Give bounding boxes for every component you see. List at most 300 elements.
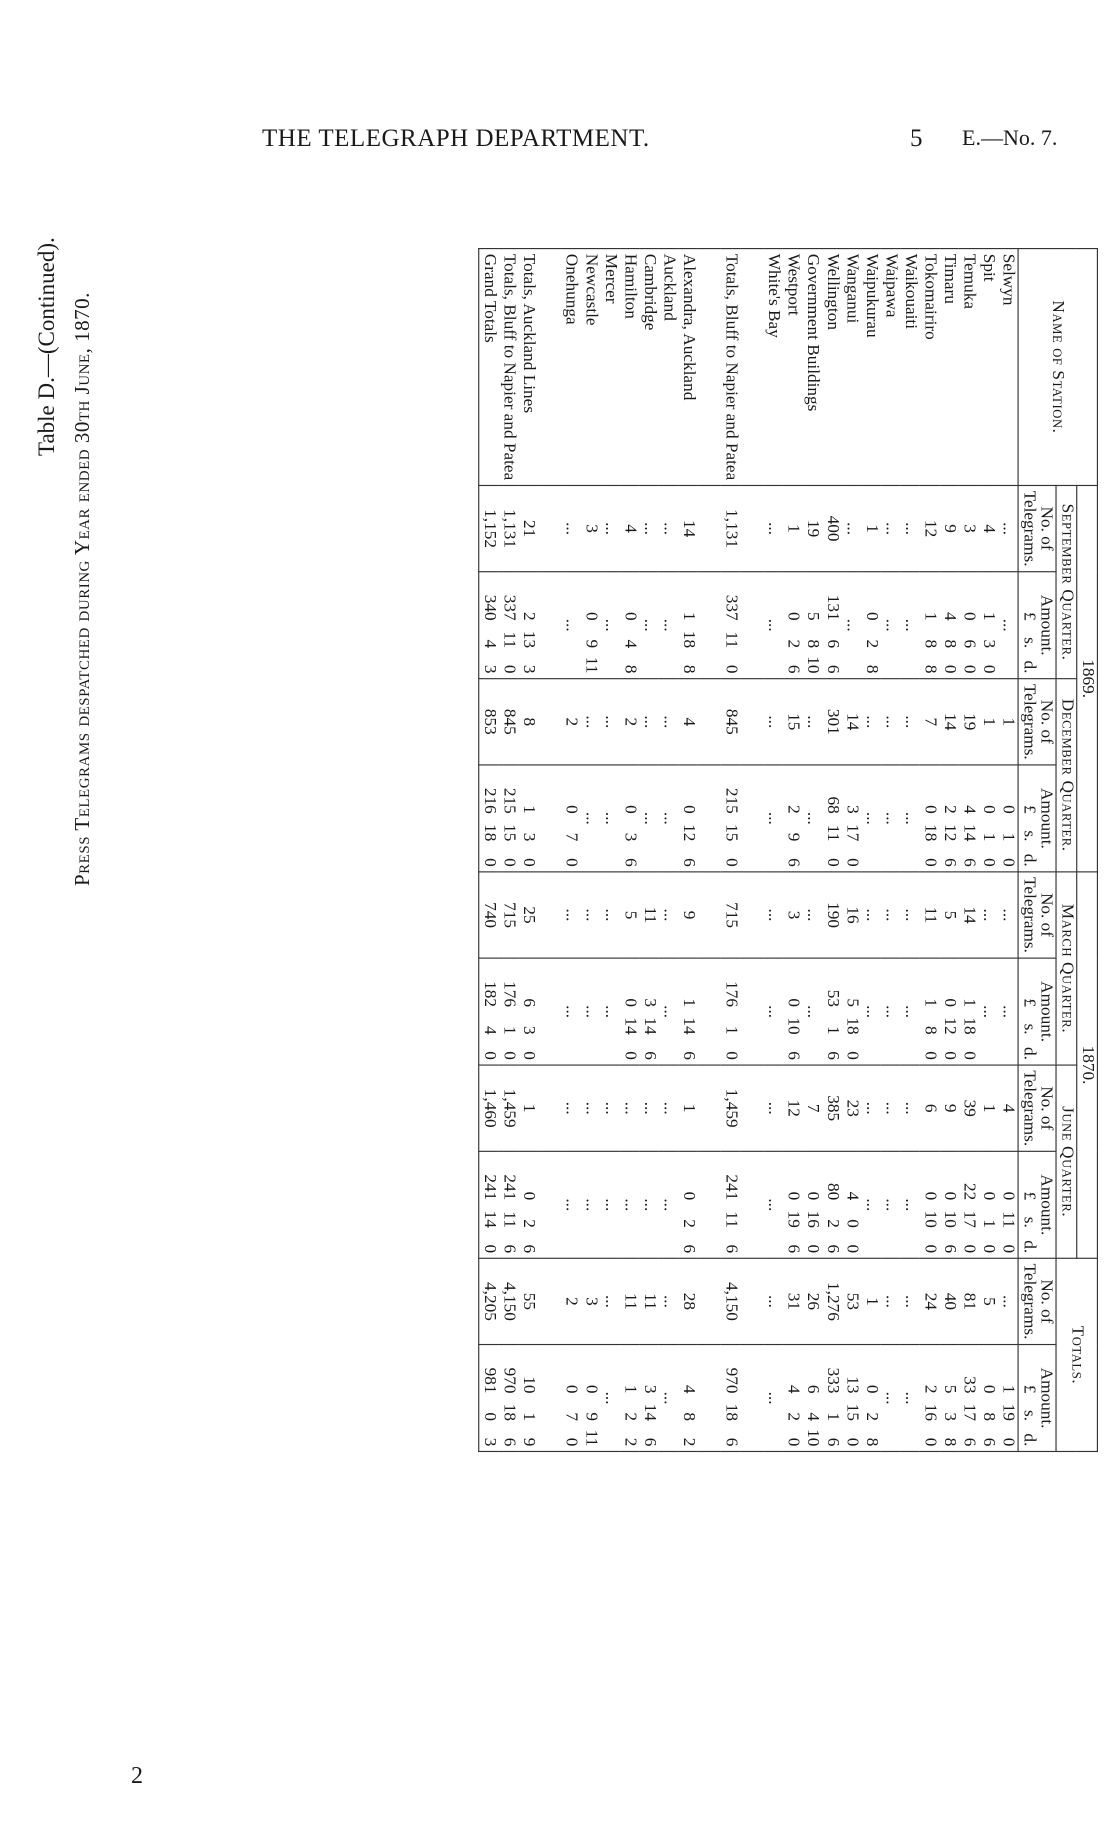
lsd-s: 17 [842, 824, 862, 842]
amount-cell [561, 1345, 581, 1452]
header-lsd-p: £ [1019, 1384, 1039, 1394]
lsd-p: 0 [679, 1191, 698, 1201]
lsd-d: 0 [842, 858, 862, 867]
lsd-value [679, 1157, 696, 1254]
lsd-s: 8 [940, 639, 959, 649]
lsd-p: 0 [979, 1191, 998, 1201]
lsd-s: 3 [620, 832, 640, 842]
amount-cell [518, 1345, 538, 1452]
count-cell: 4 [620, 485, 640, 571]
header-no-of-label: No. of [1037, 1086, 1056, 1131]
amount-cell [721, 958, 741, 1065]
count-cell: ... [842, 485, 862, 571]
count-cell: 301 [822, 679, 842, 765]
spacer-cell [538, 872, 561, 958]
lsd-value [480, 1157, 497, 1254]
count-cell: 1 [678, 1065, 698, 1151]
count-cell: 1 [978, 1065, 998, 1151]
count-cell: 1 [978, 679, 998, 765]
spacer-cell [538, 679, 561, 765]
spacer-cell [538, 572, 561, 679]
lsd-s: 2 [862, 1412, 881, 1422]
lsd-d: 6 [640, 1051, 659, 1060]
table-row [802, 249, 822, 1452]
amount-cell: ... [763, 1151, 783, 1258]
spacer-cell [538, 485, 561, 571]
count-cell: ... [998, 872, 1018, 958]
lsd-p: 241 [500, 1174, 519, 1201]
lsd-d: 6 [784, 1051, 803, 1060]
amount-cell [639, 1345, 659, 1452]
amount-cell [959, 572, 979, 679]
lsd-p: 131 [823, 594, 842, 621]
lsd-s: 13 [519, 630, 538, 649]
amount-cell [959, 958, 979, 1065]
lsd-d: 6 [784, 858, 803, 867]
amount-cell [842, 958, 862, 1065]
count-cell: 81 [959, 1258, 979, 1344]
table-row [822, 249, 842, 1452]
station-name: Onehunga [561, 249, 581, 486]
header-telegrams-label: Telegrams. [1019, 1070, 1039, 1147]
count-cell: ... [900, 1065, 920, 1151]
lsd-value [940, 577, 957, 674]
spacer-row [538, 249, 561, 1452]
spacer-cell [538, 958, 561, 1065]
header-lsd-d: d. [1019, 853, 1039, 867]
lsd-s: 18 [679, 630, 698, 649]
amount-cell: ... [802, 765, 822, 872]
header-lsd [1020, 577, 1037, 674]
lsd-value [843, 963, 860, 1060]
lsd-p: 241 [721, 1174, 741, 1201]
lsd-value [480, 770, 497, 867]
amount-cell [842, 1151, 862, 1258]
lsd-d: 0 [480, 858, 499, 867]
lsd-p: 970 [721, 1367, 741, 1394]
lsd-s: 18 [960, 1017, 979, 1035]
amount-cell: ... [639, 765, 659, 872]
count-cell: ... [998, 1258, 1018, 1344]
lsd-p: 0 [620, 611, 640, 621]
lsd-value [500, 577, 517, 674]
amount-cell [518, 958, 538, 1065]
lsd-value [843, 1350, 860, 1447]
count-cell: 24 [920, 1258, 940, 1344]
amount-cell: ... [900, 1345, 920, 1452]
count-cell: 28 [678, 1258, 698, 1344]
amount-cell: ... [881, 572, 901, 679]
count-cell: 21 [518, 485, 538, 571]
count-cell: 31 [783, 1258, 803, 1344]
count-cell: 6 [920, 1065, 940, 1151]
count-cell: ... [900, 679, 920, 765]
header-amount [1018, 1151, 1056, 1258]
count-cell: ... [802, 872, 822, 958]
header-amount [1018, 765, 1056, 872]
header-telegrams-label: Telegrams. [1019, 877, 1039, 953]
count-cell: ... [581, 1065, 601, 1151]
lsd-value [722, 1350, 739, 1447]
lsd-value [823, 1350, 840, 1447]
lsd-p: 1 [620, 1384, 640, 1394]
count-cell: ... [861, 872, 881, 958]
lsd-d: 6 [960, 1437, 979, 1447]
header-amount [1018, 572, 1056, 679]
amount-cell [920, 572, 940, 679]
lsd-d: 2 [620, 1437, 640, 1447]
header-amount-label: Amount. [1037, 1174, 1056, 1236]
lsd-d: 0 [500, 664, 519, 674]
amount-cell [479, 1151, 499, 1258]
lsd-p: 1 [679, 611, 698, 621]
header-no-of-telegrams [1018, 679, 1056, 765]
count-cell: 1 [998, 679, 1018, 765]
lsd-value [960, 963, 977, 1060]
amount-cell: ... [900, 765, 920, 872]
lsd-p: 4 [784, 1384, 803, 1394]
amount-cell [499, 1151, 519, 1258]
lsd-d: 0 [960, 1244, 979, 1254]
amount-cell [802, 1345, 822, 1452]
lsd-p: 340 [480, 594, 499, 621]
count-cell: ... [763, 872, 783, 958]
lsd-d: 0 [480, 1244, 499, 1254]
count-cell: 53 [842, 1258, 862, 1344]
table-row [763, 249, 783, 1452]
count-cell: 845 [499, 679, 519, 765]
spacer-cell [538, 1345, 561, 1452]
lsd-d: 3 [519, 664, 538, 674]
amount-cell: ... [861, 765, 881, 872]
lsd-value [999, 1157, 1016, 1254]
amount-cell [939, 572, 959, 679]
amount-cell [959, 1345, 979, 1452]
lsd-s: 1 [519, 1412, 538, 1422]
lsd-p: 4 [679, 1384, 698, 1394]
header-amount-label: Amount. [1037, 787, 1056, 849]
amount-cell: ... [620, 1151, 640, 1258]
spacer-cell [538, 249, 561, 486]
header-lsd [1020, 770, 1037, 867]
header-lsd-s: s. [1019, 637, 1039, 649]
header-september-quarter: September Quarter. [1056, 485, 1077, 678]
lsd-d: 0 [620, 1051, 640, 1060]
totals-row [721, 249, 741, 1452]
count-cell: 4 [978, 485, 998, 571]
lsd-value [940, 963, 957, 1060]
count-cell: 26 [802, 1258, 822, 1344]
table-row [659, 249, 679, 1452]
lsd-p: 80 [823, 1182, 842, 1201]
lsd-value [480, 963, 497, 1060]
count-cell: 14 [959, 872, 979, 958]
lsd-p: 0 [519, 1191, 538, 1201]
amount-cell [939, 765, 959, 872]
rotated-table-container [478, 248, 1098, 1452]
lsd-value [562, 1350, 579, 1447]
table-row [920, 249, 940, 1452]
lsd-s: 11 [500, 1211, 519, 1228]
count-cell: 5 [978, 1258, 998, 1344]
amount-cell [479, 572, 499, 679]
header-lsd [1020, 963, 1037, 1060]
lsd-value [621, 577, 638, 674]
amount-cell [939, 958, 959, 1065]
amount-cell [920, 958, 940, 1065]
count-cell: 853 [479, 679, 499, 765]
amount-cell [822, 765, 842, 872]
lsd-s: 10 [940, 1210, 959, 1228]
lsd-s: 4 [480, 639, 499, 649]
lsd-d: 0 [784, 1437, 803, 1447]
amount-cell [861, 572, 881, 679]
amount-cell [499, 572, 519, 679]
count-cell: 3 [581, 485, 601, 571]
lsd-d: 6 [784, 1244, 803, 1254]
amount-cell [939, 1345, 959, 1452]
header-lsd-p: £ [1019, 1191, 1039, 1201]
lsd-p: 0 [581, 611, 601, 621]
lsd-s: 16 [920, 1403, 940, 1422]
lsd-p: 0 [784, 611, 803, 621]
station-name: Newcastle [581, 249, 601, 486]
count-cell: 845 [721, 679, 741, 765]
header-lsd-d: d. [1019, 1433, 1039, 1447]
lsd-d: 0 [519, 858, 538, 867]
count-cell: 385 [822, 1065, 842, 1151]
lsd-d: 0 [979, 858, 998, 867]
lsd-value [679, 963, 696, 1060]
lsd-s: 15 [500, 824, 519, 842]
count-cell: 9 [939, 485, 959, 571]
lsd-s: 3 [940, 1412, 959, 1422]
header-no-of-telegrams [1018, 1258, 1056, 1344]
amount-cell: ... [763, 572, 783, 679]
lsd-s: 3 [979, 639, 998, 649]
count-cell: 190 [822, 872, 842, 958]
lsd-d: 6 [500, 1437, 519, 1447]
amount-cell [822, 958, 842, 1065]
header-no-of-telegrams [1018, 872, 1056, 958]
table-body [479, 249, 1018, 1452]
lsd-d: 6 [721, 1244, 741, 1254]
spacer-cell [740, 572, 763, 679]
lsd-d: 0 [960, 1051, 979, 1060]
header-lsd-d: d. [1019, 1240, 1039, 1254]
spacer-cell [740, 1258, 763, 1344]
header-totals: Totals. [1056, 1258, 1097, 1451]
lsd-s: 9 [581, 639, 601, 649]
count-cell: ... [763, 1258, 783, 1344]
amount-cell: ... [842, 572, 862, 679]
table-row [678, 249, 698, 1452]
lsd-value [980, 577, 997, 674]
count-cell: 715 [499, 872, 519, 958]
caption-table-label: Table D.—(Continued). [34, 237, 59, 456]
header-amount-label: Amount. [1037, 981, 1056, 1043]
count-cell: ... [659, 679, 679, 765]
lsd-value [784, 770, 801, 867]
amount-cell [499, 765, 519, 872]
lsd-value [940, 1350, 957, 1447]
table-row [639, 249, 659, 1452]
lsd-s: 4 [620, 639, 640, 649]
lsd-p: 337 [721, 594, 741, 621]
count-cell: 9 [678, 872, 698, 958]
lsd-value [940, 1157, 957, 1254]
lsd-d: 8 [862, 664, 881, 674]
lsd-p: 0 [679, 805, 698, 814]
count-cell: 3 [581, 1258, 601, 1344]
count-cell: 8 [518, 679, 538, 765]
header-lsd [1020, 1350, 1037, 1447]
lsd-p: 215 [500, 787, 519, 814]
document-reference: E.—No. 7. [962, 125, 1058, 150]
lsd-s: 1 [721, 1025, 741, 1035]
count-cell: ... [639, 679, 659, 765]
count-cell: 4,205 [479, 1258, 499, 1344]
lsd-p: 68 [823, 796, 842, 814]
lsd-p: 0 [979, 805, 998, 814]
lsd-s: 14 [679, 1017, 698, 1035]
lsd-d: 0 [500, 858, 519, 867]
header-no-of-label: No. of [1037, 892, 1056, 938]
lsd-d: 6 [823, 664, 842, 674]
count-cell: ... [763, 679, 783, 765]
lsd-s: 15 [721, 824, 741, 842]
lsd-s: 1 [979, 832, 998, 842]
count-cell: 4 [678, 679, 698, 765]
station-name: Hamilton [620, 249, 640, 486]
spacer-cell [698, 1151, 721, 1258]
spacer-cell [698, 1345, 721, 1452]
lsd-d: 0 [823, 858, 842, 867]
header-year-1870: 1870. [1077, 872, 1098, 1258]
table-row [783, 249, 803, 1452]
lsd-d: 0 [803, 1244, 822, 1254]
spacer-cell [740, 1151, 763, 1258]
running-title: THE TELEGRAPH DEPARTMENT. [262, 125, 650, 152]
table-row [959, 249, 979, 1452]
count-cell: 4,150 [499, 1258, 519, 1344]
lsd-d: 0 [562, 1437, 581, 1447]
spacer-cell [740, 485, 763, 571]
count-cell: 3 [959, 485, 979, 571]
lsd-s: 12 [940, 1017, 959, 1035]
lsd-d: 6 [500, 1244, 519, 1254]
lsd-d: 6 [519, 1244, 538, 1254]
lsd-p: 4 [842, 1191, 862, 1201]
amount-cell: ... [900, 572, 920, 679]
amount-cell: ... [600, 1345, 620, 1452]
table-row [861, 249, 881, 1452]
amount-cell: ... [881, 958, 901, 1065]
lsd-d: 8 [920, 664, 940, 674]
lsd-p: 22 [960, 1182, 979, 1201]
lsd-value [480, 577, 497, 674]
lsd-s: 18 [721, 1403, 741, 1422]
lsd-p: 215 [721, 787, 741, 814]
station-name: Timaru [939, 249, 959, 486]
lsd-s: 1 [979, 1219, 998, 1228]
lsd-p: 176 [500, 981, 519, 1008]
lsd-s: 6 [823, 639, 842, 649]
count-cell: 740 [479, 872, 499, 958]
header-telegrams-label: Telegrams. [1019, 490, 1039, 567]
station-name: Totals, Bluff to Napier and Patea [721, 249, 741, 486]
lsd-value [640, 963, 657, 1060]
header-no-of-label: No. of [1037, 1279, 1056, 1324]
amount-cell [620, 958, 640, 1065]
header-december-quarter: December Quarter. [1056, 679, 1077, 872]
table-row [978, 249, 998, 1452]
lsd-s: 1 [823, 1412, 842, 1422]
lsd-value [921, 1350, 938, 1447]
lsd-d: 0 [842, 1437, 862, 1447]
amount-cell [920, 1151, 940, 1258]
amount-cell [678, 1151, 698, 1258]
lsd-s: 9 [784, 832, 803, 842]
station-name: Waipawa [881, 249, 901, 486]
lsd-p: 2 [920, 1384, 940, 1394]
count-cell: 19 [802, 485, 822, 571]
amount-cell [842, 1345, 862, 1452]
lsd-d: 8 [679, 664, 698, 674]
amount-cell [639, 958, 659, 1065]
lsd-p: 0 [862, 611, 881, 621]
lsd-s: 8 [920, 639, 940, 649]
header-no-of-telegrams [1018, 485, 1056, 571]
count-cell: 9 [939, 1065, 959, 1151]
count-cell: 2 [620, 679, 640, 765]
lsd-p: 5 [940, 1384, 959, 1394]
count-cell: ... [561, 485, 581, 571]
spacer-row [740, 249, 763, 1452]
lsd-value [980, 770, 997, 867]
amount-cell [678, 1345, 698, 1452]
lsd-value [562, 770, 579, 867]
amount-cell [959, 765, 979, 872]
lsd-p: 241 [480, 1174, 499, 1201]
station-name: Waipukurau [861, 249, 881, 486]
count-cell: 1 [783, 485, 803, 571]
lsd-s: 1 [999, 832, 1018, 842]
lsd-s: 12 [679, 824, 698, 842]
lsd-d: 6 [823, 1437, 842, 1447]
lsd-s: 6 [960, 639, 979, 649]
spacer-cell [698, 572, 721, 679]
lsd-d: 0 [842, 1051, 862, 1060]
amount-cell [620, 765, 640, 872]
spacer-cell [538, 765, 561, 872]
lsd-d: 3 [480, 664, 499, 674]
amount-cell [678, 958, 698, 1065]
lsd-d: 8 [620, 664, 640, 674]
count-cell: 1 [861, 485, 881, 571]
amount-cell [678, 572, 698, 679]
table-row [581, 249, 601, 1452]
lsd-p: 5 [803, 611, 822, 621]
lsd-s: 11 [999, 1211, 1018, 1228]
lsd-d: 0 [920, 858, 940, 867]
amount-cell [822, 1345, 842, 1452]
lsd-p: 0 [784, 998, 803, 1008]
count-cell: ... [998, 485, 1018, 571]
amount-cell [978, 765, 998, 872]
count-cell: 1,460 [479, 1065, 499, 1151]
amount-cell: ... [659, 1345, 679, 1452]
